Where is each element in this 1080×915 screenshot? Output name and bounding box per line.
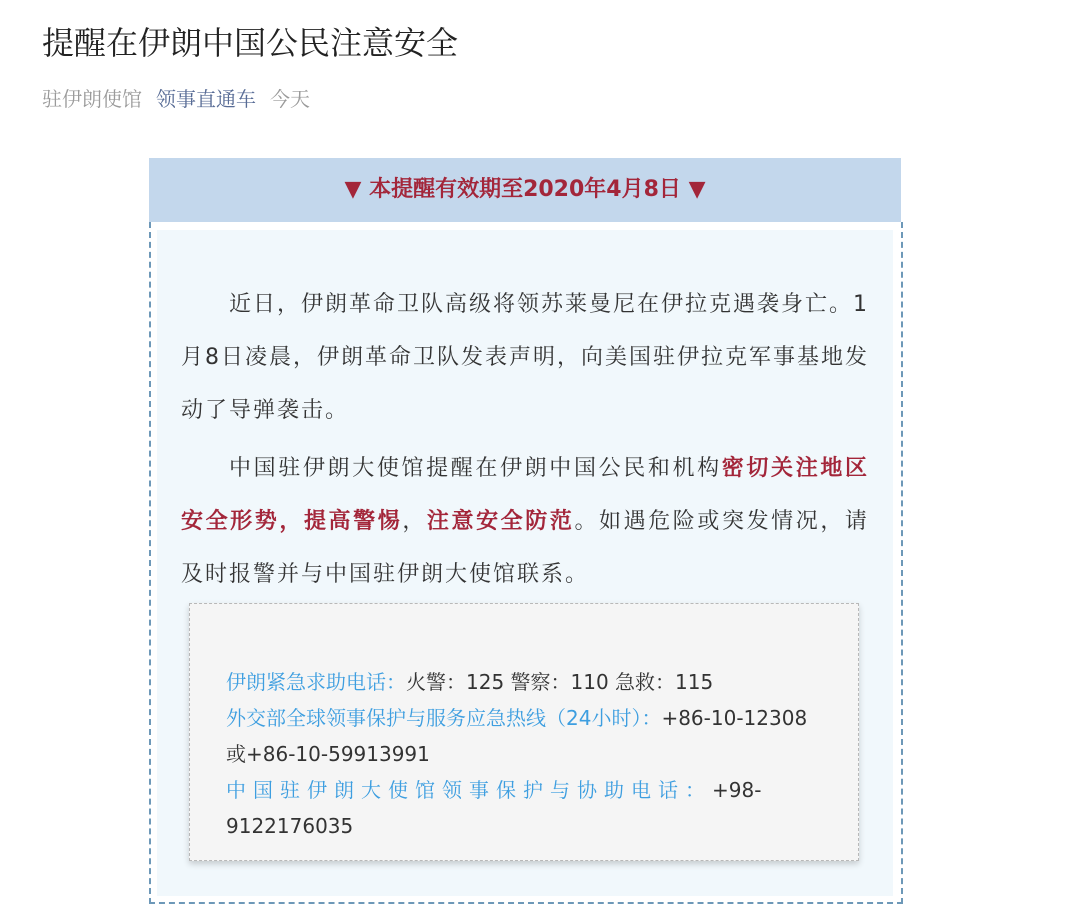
emergency-numbers: 火警：125 警察：110 急救：115 [406,670,714,694]
advice-highlight-alert: 提高警惕 [303,509,403,534]
embassy-phone-label: 中国驻伊朗大使馆领事保护与协助电话： [226,778,712,802]
mfa-hotline-numbers: +86-10-12308或+86-10-59913991 [226,706,808,766]
notice-body [181,278,869,606]
advice-tail: 。如遇危险或突发情况，请及时报警并与中国驻伊朗大使馆联系。 [181,509,869,587]
advice-highlight-precaution: 注意安全防范 [426,509,575,534]
contact-emergency [226,664,826,700]
mfa-hotline-label: 外交部全球领事保护与服务应急热线（24小时）： [226,706,662,730]
contact-embassy [226,772,826,844]
emergency-label: 伊朗紧急求助电话： [226,670,406,694]
paragraph-advice [181,442,869,601]
contacts-card [189,603,859,861]
publish-date: 今天 [270,87,310,111]
advice-highlight-monitor: 密切关注地区安全形势 [181,456,869,534]
article-meta [42,84,310,114]
advice-lead: 中国驻伊朗大使馆提醒在伊朗中国公民和机构 [229,456,722,481]
contact-mfa-hotline [226,700,826,772]
paragraph-incident: 近日，伊朗革命卫队高级将领苏莱曼尼在伊拉克遇袭身亡。1月8日凌晨，伊朗革命卫队发表声明，向美国驻伊拉克军事基地发动了导弹袭击。 [181,292,869,423]
validity-banner: ▼ 本提醒有效期至2020年4月8日 ▼ [149,158,901,222]
contacts-list [226,664,826,844]
embassy-phone-number: +98-9122176035 [226,778,762,838]
article-title: 提醒在伊朗中国公民注意安全 [42,24,459,62]
advice-separator-1: ， [279,509,304,534]
account-name-link[interactable]: 领事直通车 [156,87,256,111]
article-author: 驻伊朗使馆 [42,87,142,111]
advice-separator-2: ， [402,509,427,534]
